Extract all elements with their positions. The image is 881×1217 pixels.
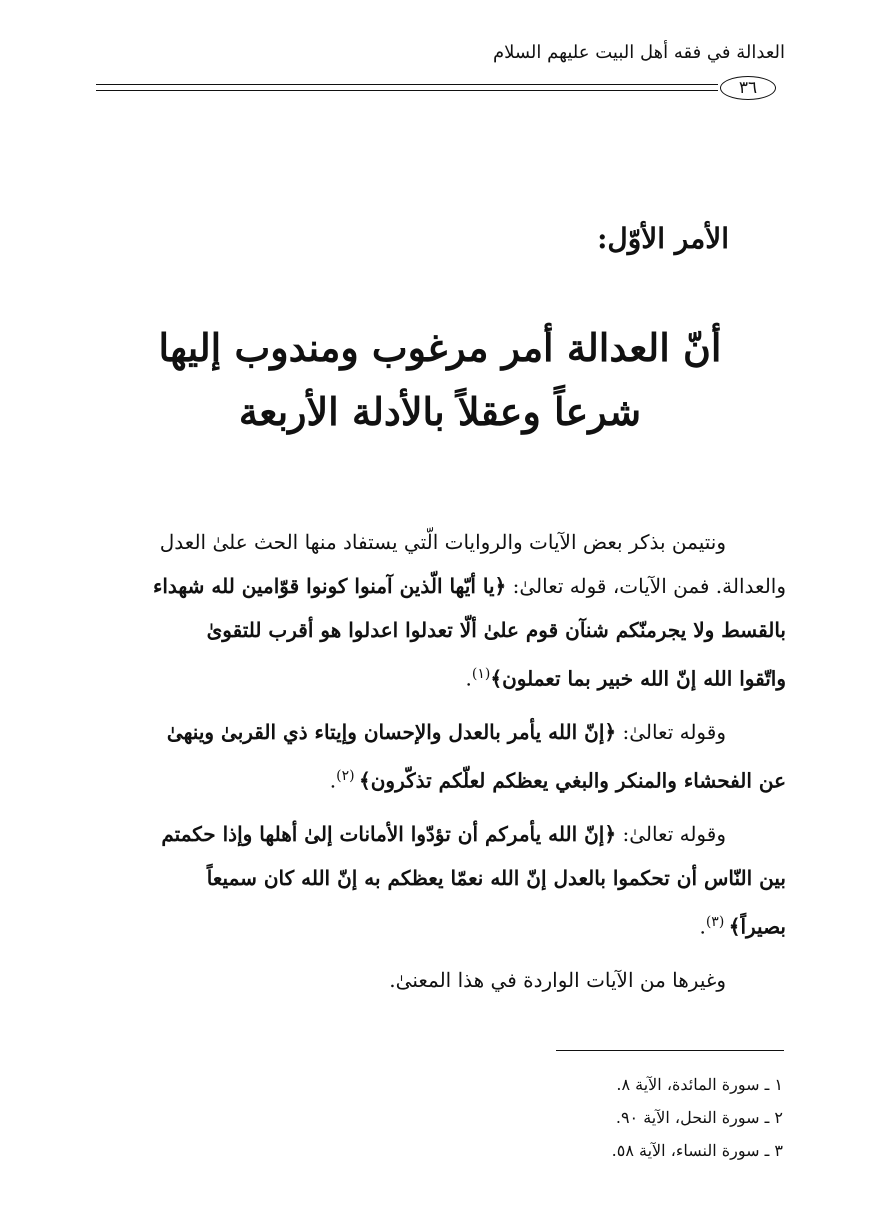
paragraph-1-line-1: ونتيمن بذكر بعض الآيات والروايات الّتي يستفاد منها الحث علىٰ العدل — [159, 530, 726, 554]
sentence-end: . — [465, 666, 472, 691]
paragraph-1-line-4 — [96, 652, 786, 696]
footnote-marker-3: (٣) — [705, 914, 729, 930]
footnotes — [612, 1068, 783, 1167]
quran-verse: ﴿يا أيّها الّذين آمنوا كونوا قوّامين لله شهداء — [152, 574, 507, 598]
paragraph-1-line-3: بالقسط ولا يجرمنّكم شنآن قوم علىٰ ألّا تعدلوا اعدلوا هو أقرب للتقوىٰ — [206, 618, 786, 642]
footnote-marker-2: (٢) — [336, 768, 360, 784]
header-rule-line-top — [96, 84, 718, 85]
text-run: وقوله تعالىٰ: — [616, 822, 726, 846]
quran-verse: واتّقوا الله إنّ الله خبير بما تعملون﴾ — [490, 666, 786, 691]
text-run: والعدالة. فمن الآيات، قوله تعالىٰ: — [506, 574, 786, 598]
chapter-title-line-2: شرعاً وعقلاً بالأدلة الأربعة — [238, 389, 642, 434]
quran-verse: ﴿إنّ الله يأمر بالعدل والإحسان وإيتاء ذي القربىٰ وينهىٰ — [166, 720, 617, 744]
text-run: وقوله تعالىٰ: — [616, 720, 726, 744]
chapter-title — [150, 316, 730, 444]
header-rule-line-bottom — [96, 90, 718, 91]
footnote-separator — [556, 1050, 784, 1051]
page-number: ٣٦ — [738, 78, 758, 98]
body-text — [96, 520, 786, 1016]
running-header-title: العدالة في فقه أهل البيت عليهم السلام — [492, 42, 785, 63]
footnote-1: ١ ـ سورة المائدة، الآية ٨. — [616, 1075, 783, 1094]
chapter-title-line-1: أنّ العدالة أمر مرغوب ومندوب إليها — [158, 325, 722, 370]
paragraph-1-line-2 — [96, 564, 786, 608]
paragraph-3-line-1 — [96, 812, 786, 856]
footnote-3: ٣ ـ سورة النساء، الآية ٥٨. — [611, 1141, 783, 1160]
paragraph-3-line-3 — [96, 900, 786, 944]
paragraph-4 — [96, 958, 786, 1002]
sentence-end: . — [329, 768, 337, 793]
paragraph-2-line-1 — [96, 710, 786, 754]
quran-verse: ﴿إنّ الله يأمركم أن تؤدّوا الأمانات إلىٰ أهلها وإذا حكمتم — [161, 822, 617, 846]
quran-verse: عن الفحشاء والمنكر والبغي يعظكم لعلّكم تذكّرون﴾ — [359, 768, 786, 793]
paragraph-3 — [96, 812, 786, 944]
page-number-oval — [720, 76, 776, 100]
quran-verse: بصيراً﴾ — [728, 914, 786, 939]
footnote-marker-1: (١) — [471, 666, 491, 682]
paragraph-2-line-2 — [96, 754, 786, 798]
header-rule — [96, 76, 784, 100]
paragraph-1 — [96, 520, 786, 696]
sentence-end: . — [699, 914, 706, 939]
section-label: الأمر الأوّل: — [597, 222, 729, 255]
paragraph-4-line-1: وغيرها من الآيات الواردة في هذا المعنىٰ. — [389, 968, 726, 992]
paragraph-3-line-2: بين النّاس أن تحكموا بالعدل إنّ الله نعمّا يعظكم به إنّ الله كان سميعاً — [206, 866, 786, 890]
footnote-2: ٢ ـ سورة النحل، الآية ٩٠. — [615, 1108, 783, 1127]
paragraph-2 — [96, 710, 786, 798]
